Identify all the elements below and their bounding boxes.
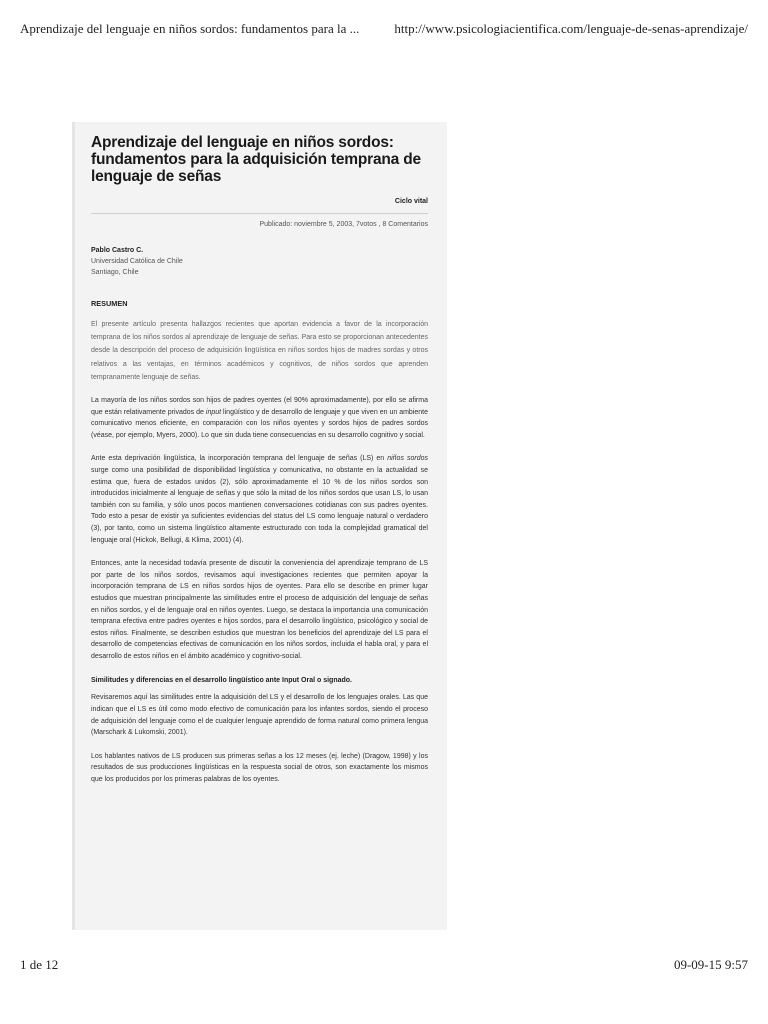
body-paragraph-3: Entonces, ante la necesidad todavía presente de discutir la conveniencia del aprendizaje temprano de LS por parte de los niños sordos, revisamos aquí investigaciones recientes que permiten apoyar la incorporación temprana de LS en niños sordos hijos de oyentes. Para ello se describe en primer lugar estudios que muestran principalmente las similitudes entre el proceso de adquisición del lenguaje de señas en niños sordos, y el de lenguaje oral en niños oyentes. Luego, se destaca la importancia una comunicación temprana efectiva entre padres oyentes e hijos sordos, para el desarrollo lingüístico, psicológico y social de estos niños. Finalmente, se describen estudios que muestran los beneficios del aprendizaje del LS para el desarrollo de competencias efectivas de comunicación en los niños sordos, incluida el habla oral, y para el desarrollo de estos niños en el ámbito académico y cognitivo-social. xyxy=(91,560,428,660)
abstract-text: El presente artículo presenta hallazgos recientes que aportan evidencia a favor de la incorporación temprana de los niños sordos al aprendizaje de lenguaje de señas. Para esto se proporcionan antecedentes desde la descripción del proceso de adquisición lingüística en niños sordos hijos de madres sordas y otros relativos a las ventajas, en términos académicos y cognitivos, de niños sordos que aprenden tempranamente lenguaje de señas. xyxy=(91,321,428,381)
body-paragraph-2: Ante esta deprivación lingüística, la incorporación temprana del lenguaje de señas (LS) en niños sordos surge como una posibilidad de disponibilidad lingüística y comunicativa, no obstante en la actualidad se estima que, fuera de estados unidos (2), sólo aproximadamente el 10 % de los niños sordos son introducidos inicialmente al lenguaje de señas y que sólo la mitad de los niños sordos que usan LS, lo usan también con su familia, y sólo unos pocos mantienen conversaciones cotidianas con sus padres oyentes. Todo esto a pesar de existir ya suficientes evidencias del status del LS como lenguaje natural o verdadero (3), por tanto, como un sistema lingüístico altamente estructurado con toda la complejidad gramatical del lenguaje oral (Hickok, Bellugi, & Klima, 2001) (4). xyxy=(91,455,428,544)
page-counter: 1 de 12 xyxy=(20,957,59,972)
browser-page-title: Aprendizaje del lenguaje en niños sordos: fundamentos para la ... xyxy=(20,21,360,36)
emphasis: input xyxy=(205,408,222,416)
article-title: Aprendizaje del lenguaje en niños sordos: fundamentos para la adquisición temprana de lenguaje de señas xyxy=(91,134,421,185)
author-name: Pablo Castro C. xyxy=(91,247,144,254)
section-label[interactable]: Ciclo vital xyxy=(394,198,428,205)
page-edge-shade xyxy=(72,122,75,930)
publication-meta: Publicado: noviembre 5, 2003, 7votos , 8 Comentarios xyxy=(259,221,428,228)
section-subheading: Similitudes y diferencias en el desarrollo lingüístico ante Input Oral o signado. xyxy=(91,677,352,685)
author-block xyxy=(91,245,428,278)
article-page xyxy=(72,122,447,930)
print-timestamp: 09-09-15 9:57 xyxy=(673,957,748,972)
abstract-heading: RESUMEN xyxy=(91,299,128,308)
emphasis: niños sordos xyxy=(387,455,428,463)
article-content xyxy=(91,134,428,786)
author-location: Santiago, Chile xyxy=(91,269,139,276)
author-institution: Universidad Católica de Chile xyxy=(91,258,183,265)
body-paragraph-4: Revisaremos aquí las similitudes entre la adquisición del LS y el desarrollo de los lenguajes orales. Las que indican que el LS es útil como modo efectivo de comunicación para los infantes sordos, siendo el proceso de adquisición del lenguaje como el de cualquier lenguaje aprendido de forma natural como primera lengua (Marschark & Lukomski, 2001). xyxy=(91,694,428,737)
divider xyxy=(91,213,428,214)
body-paragraph-1: La mayoría de los niños sordos son hijos de padres oyentes (el 90% aproximadamente), por ello se afirma que están relativamente privados de input lingüístico y de desarrollo de lenguaje y que viven en un ambiente comunicativo menos eficiente, en comparación con los niños oyentes y sordos hijos de padres sordos (véase, por ejemplo, Myers, 2000). Lo que sin duda tiene consecuencias en su desarrollo cognitivo y social. xyxy=(91,397,428,439)
body-paragraph-5: Los hablantes nativos de LS producen sus primeras señas a los 12 meses (ej. leche) (Dragow, 1998) y los resultados de sus producciones lingüísticas en la respuesta social de otros, son exactamente los mismos que los producidos por los primeras palabras de los oyentes. xyxy=(91,752,428,784)
page-url[interactable]: http://www.psicologiacientifica.com/lenguaje-de-senas-aprendizaje/ xyxy=(394,21,748,36)
